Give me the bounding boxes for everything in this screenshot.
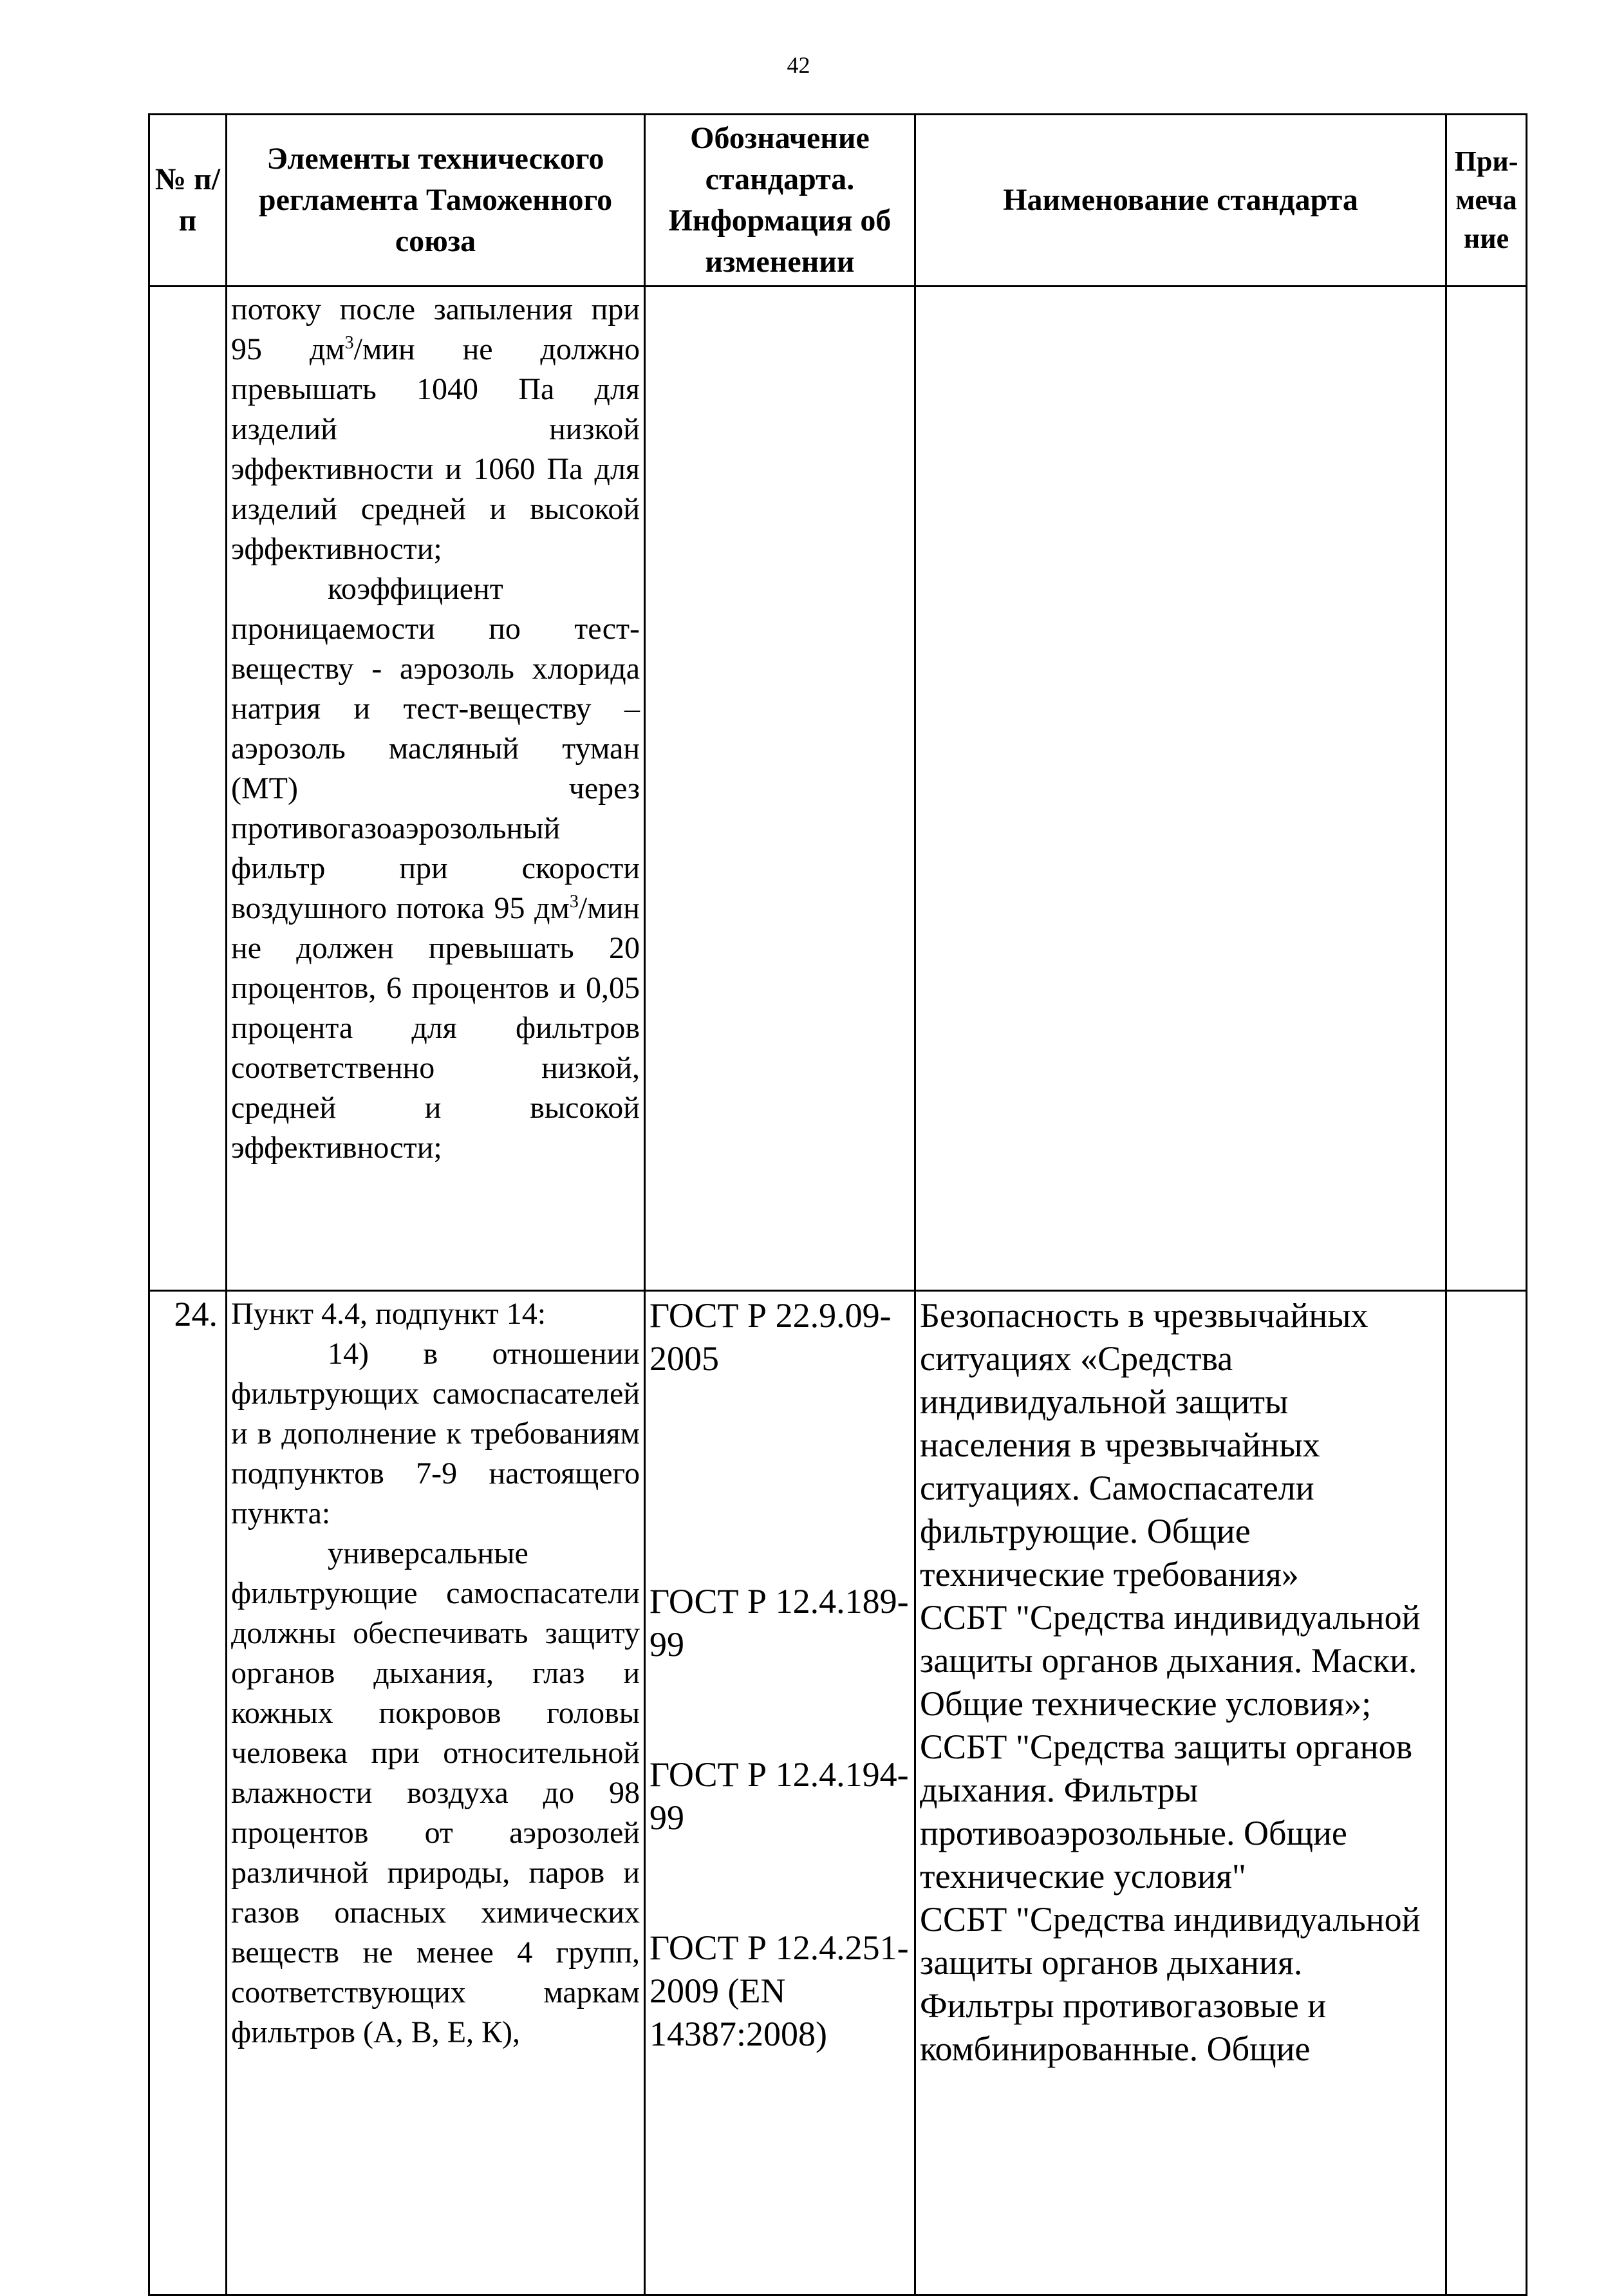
cell-name bbox=[915, 287, 1446, 1291]
standard-name: Безопасность в чрезвычайных ситуациях «Средства индивидуальной защиты населения в чрезвычайных ситуациях. Самоспасатели фильтрующие. Общие технические требования» bbox=[920, 1296, 1368, 1594]
cell-num bbox=[149, 287, 227, 1291]
standard-code: ГОСТ Р 12.4.189-99 bbox=[649, 1582, 909, 1664]
text-fragment: потоку после запыления при 95 дм bbox=[231, 292, 640, 366]
standard-code: ГОСТ Р 22.9.09-2005 bbox=[649, 1296, 892, 1378]
standard-name: ССБТ "Средства индивидуальной защиты органов дыхания. Фильтры противогазовые и комбинированные. Общие bbox=[920, 1900, 1421, 2068]
standard-name: ССБТ "Средства индивидуальной защиты органов дыхания. Маски. Общие технические условия»; bbox=[920, 1598, 1421, 1723]
row-number: 24. bbox=[149, 1291, 227, 2295]
superscript: 3 bbox=[569, 892, 579, 912]
continuation-paragraph-1 bbox=[231, 290, 640, 569]
paragraph-requirements: универсальные фильтрующие самоспасатели должны обеспечивать защиту органов дыхания, глаз и кожных покровов головы человека при относительной влажности воздуха до 98 процентов от аэрозолей различной природы, паров и газов опасных химических веществ не менее 4 групп, соответствующих маркам фильтров (А, В, Е, К), bbox=[231, 1536, 640, 2049]
text-fragment: коэффициент проницаемости по тест-веществу - аэрозоль хлорида натрия и тест-веществу – аэрозоль масляный туман (МТ) через противогазоаэрозольный фильтр при скорости воздушного потока 95 дм bbox=[231, 572, 640, 925]
text-fragment: /мин не должен превышать 20 процентов, 6 процентов и 0,05 процента для фильтров соответственно низкой, средней и высокой эффективности; bbox=[231, 891, 640, 1165]
cell-designation bbox=[645, 287, 915, 1291]
continuation-paragraph-2 bbox=[231, 569, 640, 1168]
cell-note bbox=[1446, 1291, 1527, 2295]
table-header-row bbox=[149, 115, 1527, 287]
page-number: 42 bbox=[787, 52, 810, 78]
header-note: При-меча ние bbox=[1446, 115, 1527, 287]
table-row-continuation bbox=[149, 287, 1527, 1291]
cell-elements bbox=[227, 287, 645, 1291]
header-elements: Элементы технического регламента Таможенного союза bbox=[227, 115, 645, 287]
paragraph-subclause: 14) в отношении фильтрующих самоспасателей и в дополнение к требованиям подпунктов 7-9 настоящего пункта: bbox=[231, 1337, 640, 1530]
table-row-24 bbox=[149, 1291, 1527, 2295]
superscript: 3 bbox=[344, 333, 354, 353]
header-name: Наименование стандарта bbox=[915, 115, 1446, 287]
cell-elements bbox=[227, 1291, 645, 2295]
cell-designation bbox=[645, 1291, 915, 2295]
standard-code: ГОСТ Р 12.4.251-2009 (EN 14387:2008) bbox=[649, 1928, 909, 2053]
standards-table bbox=[148, 113, 1527, 2296]
standard-code: ГОСТ Р 12.4.194-99 bbox=[649, 1755, 909, 1837]
standard-name: ССБТ "Средства защиты органов дыхания. Фильтры противоаэрозольные. Общие технические условия" bbox=[920, 1727, 1413, 1896]
header-designation: Обозначение стандарта. Информация об изменении bbox=[645, 115, 915, 287]
paragraph-clause: Пункт 4.4, подпункт 14: bbox=[231, 1297, 546, 1331]
cell-note bbox=[1446, 287, 1527, 1291]
header-num: № п/п bbox=[149, 115, 227, 287]
cell-name bbox=[915, 1291, 1446, 2295]
text-fragment: /мин не должно превышать 1040 Па для изделий низкой эффективности и 1060 Па для изделий средней и высокой эффективности; bbox=[231, 332, 640, 566]
